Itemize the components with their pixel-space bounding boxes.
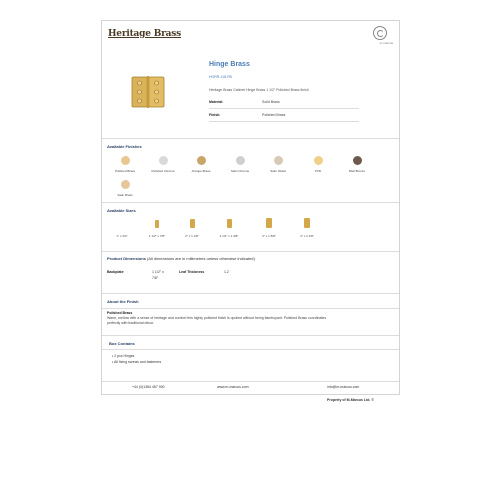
finish-swatch [236, 156, 245, 165]
finish-swatch [121, 180, 130, 189]
size-4x2-1-8 [292, 218, 322, 238]
finish-label: Polished Brass [114, 169, 135, 173]
about-title: About the Finish [107, 299, 139, 304]
product-description: Heritage Brass Cabinet Hinge Brass 1 1/2" Polished Brass finish [209, 88, 309, 92]
box-section [102, 335, 399, 380]
finish-swatch [274, 156, 283, 165]
hinge-size-icon [155, 220, 159, 228]
size-label: 2 1/2" x 1 3/8" [219, 234, 239, 238]
backplate-value-line2: 7/8" [152, 276, 159, 280]
about-finish-name: Polished Brass [107, 311, 133, 315]
footer-website[interactable]: www.m-marcus.com [217, 385, 249, 389]
size-1-1-2x7-8 [142, 220, 172, 238]
product-code: HORR-118-PB [209, 75, 232, 79]
size-label: 4" x 2 1/8" [300, 234, 314, 238]
finish-label: Matt Bronze [348, 169, 366, 173]
dimensions-title [107, 256, 255, 261]
sizes-title: Available Sizes [107, 208, 136, 213]
footer-phone: +44 (0)1384 457 900 [132, 385, 165, 389]
size-label: 2" x 1 1/8" [185, 234, 199, 238]
size-2x1-1-8 [177, 219, 207, 238]
size-1x3-4 [107, 220, 137, 238]
about-divider [102, 308, 399, 309]
hinge-size-icon [190, 219, 195, 228]
finish-matt-bronze [342, 156, 372, 173]
hinge-size-icon [266, 218, 272, 228]
screw-hole [155, 99, 159, 103]
screw-hole [138, 81, 142, 85]
screw-hole [138, 90, 142, 94]
size-label: 1 1/2" x 7/8" [148, 234, 166, 238]
property-notice: Property of M-Marcus Ltd. © [327, 398, 374, 402]
m-marcus-logo-icon [373, 26, 387, 40]
finish-polished-brass [110, 156, 140, 173]
size-label: 3" x 1 5/8" [262, 234, 276, 238]
finish-polished-chrome [148, 156, 178, 173]
spec-row-finish [209, 109, 359, 122]
finish-swatch [121, 156, 130, 165]
spec-row-material [209, 96, 359, 109]
hinge-size-icon [304, 218, 310, 228]
screw-hole [155, 81, 159, 85]
heritage-brass-logo: Heritage Brass [108, 29, 182, 39]
box-item: • All fixing screws and fasteners [112, 360, 162, 364]
finish-pvd [303, 156, 333, 173]
spec-key: Finish: [209, 113, 221, 117]
size-label: 1" x 3/4" [116, 234, 128, 238]
size-2-1-2x1-3-8 [214, 219, 244, 238]
finish-antique-brass [186, 156, 216, 173]
leaf-thickness-label: Leaf Thickness [179, 270, 205, 274]
hinge-size-icon [227, 219, 232, 228]
about-finish-desc-line2: perfectly with traditional décor. [107, 321, 155, 325]
backplate-value-line1: 1 1/2" x [152, 270, 164, 274]
finish-satin-brass [110, 180, 140, 197]
spec-value: Solid Brass [262, 100, 280, 104]
finish-swatch [314, 156, 323, 165]
header [102, 21, 399, 47]
about-finish-desc-line1: Warm, mellow with a sense of heritage and comfort this highly polished finish is opulent without being flamboyant. Polished Brass coordinates [107, 316, 327, 320]
sizes-section [102, 202, 399, 248]
finish-label: Satin Nickel [270, 169, 286, 173]
finish-label: Antique Brass [191, 169, 211, 173]
footer [102, 381, 399, 396]
finish-satin-chrome [225, 156, 255, 173]
box-divider [102, 349, 399, 350]
finish-satin-nickel [263, 156, 293, 173]
product-image [126, 73, 170, 111]
hinge-knuckle [147, 76, 150, 108]
finish-swatch [353, 156, 362, 165]
dimensions-title-text: Product Dimensions [107, 256, 146, 261]
spec-key: Material: [209, 100, 224, 104]
size-3x1-5-8 [254, 218, 284, 238]
box-title: Box Contains [109, 341, 135, 346]
finish-label: PVD [314, 169, 322, 173]
screw-hole [155, 90, 159, 94]
finish-label: Satin Chrome [230, 169, 250, 173]
finish-label: Polished Chrome [151, 169, 175, 173]
finish-label: Satin Brass [117, 193, 133, 197]
product-title: Hinge Brass [209, 61, 250, 68]
footer-email[interactable]: info@m-marcus.com [327, 385, 360, 389]
backplate-label: Backplate [107, 270, 124, 274]
leaf-thickness-value: 1.2 [224, 270, 229, 274]
dimensions-section [102, 251, 399, 296]
finishes-title: Available Finishes [107, 144, 142, 149]
spec-sheet [101, 20, 400, 395]
box-item: • 2 pcs Hinges [112, 354, 135, 358]
dimensions-note: (All dimensions are in millimetres unless otherwise indicated) [147, 256, 255, 261]
m-marcus-logo-text: m-marcus [379, 41, 393, 45]
screw-hole [138, 99, 142, 103]
finish-swatch [159, 156, 168, 165]
spec-value: Polished Brass [262, 113, 286, 117]
finish-swatch [197, 156, 206, 165]
